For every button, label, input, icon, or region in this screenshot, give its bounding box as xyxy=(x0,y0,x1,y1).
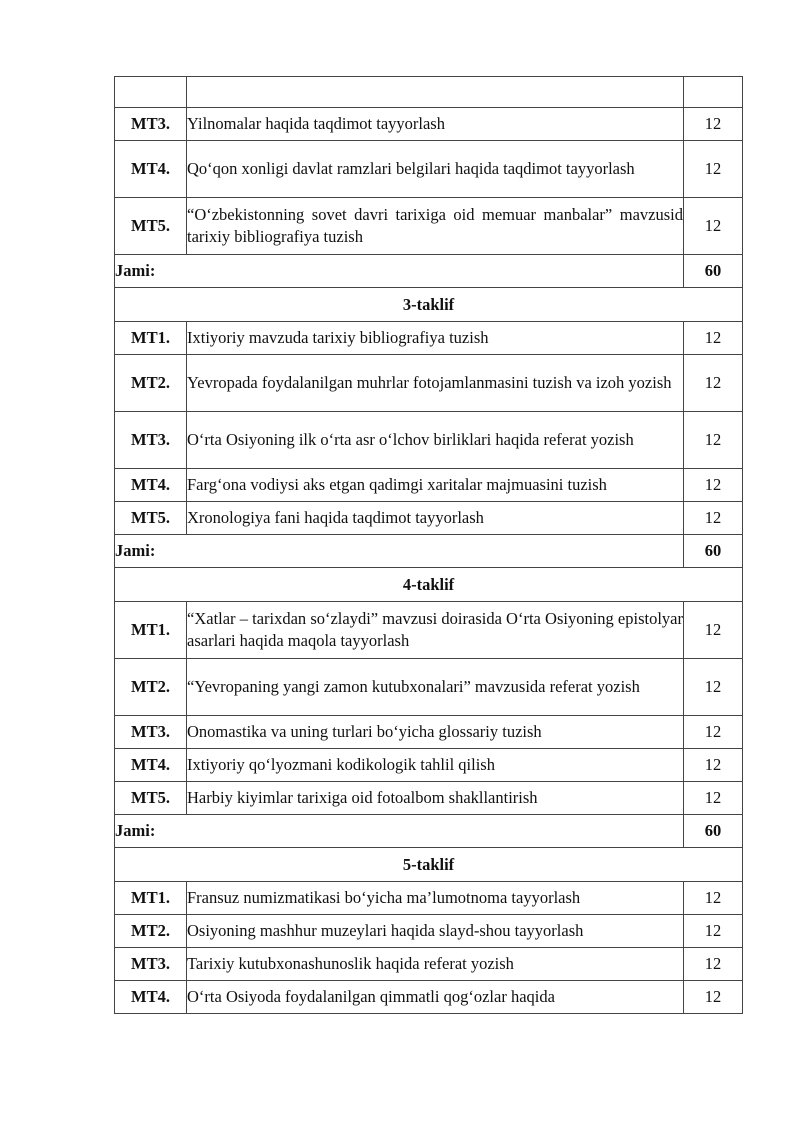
task-score: 12 xyxy=(684,198,743,255)
task-score: 12 xyxy=(684,915,743,948)
empty-cell xyxy=(187,77,684,108)
table-row xyxy=(115,749,743,782)
task-description: “Xatlar – tarixdan so‘zlaydi” mavzusi doirasida O‘rta Osiyoning epistolyar asarlari haqida maqola tayyorlash xyxy=(187,602,684,659)
task-code: MT4. xyxy=(115,469,187,502)
task-code: MT1. xyxy=(115,602,187,659)
task-code: MT1. xyxy=(115,322,187,355)
table-row xyxy=(115,915,743,948)
table-row xyxy=(115,355,743,412)
task-code: MT3. xyxy=(115,108,187,141)
table-row xyxy=(115,322,743,355)
total-row xyxy=(115,255,743,288)
table-row xyxy=(115,469,743,502)
task-score: 12 xyxy=(684,659,743,716)
task-description: Onomastika va uning turlari bo‘yicha glossariy tuzish xyxy=(187,716,684,749)
task-description: Fransuz numizmatikasi bo‘yicha ma’lumotnoma tayyorlash xyxy=(187,882,684,915)
table-row xyxy=(115,602,743,659)
task-score: 12 xyxy=(684,782,743,815)
task-score: 12 xyxy=(684,749,743,782)
table-row xyxy=(115,981,743,1014)
task-code: MT3. xyxy=(115,716,187,749)
task-score: 12 xyxy=(684,141,743,198)
task-score: 12 xyxy=(684,981,743,1014)
task-code: MT3. xyxy=(115,412,187,469)
table-row xyxy=(115,782,743,815)
table-row xyxy=(115,948,743,981)
task-code: MT5. xyxy=(115,502,187,535)
empty-cell xyxy=(684,77,743,108)
table-row xyxy=(115,659,743,716)
task-code: MT5. xyxy=(115,198,187,255)
total-value: 60 xyxy=(684,815,743,848)
task-score: 12 xyxy=(684,502,743,535)
task-description: Xronologiya fani haqida taqdimot tayyorlash xyxy=(187,502,684,535)
assignments-table xyxy=(114,76,743,1014)
task-description: Farg‘ona vodiysi aks etgan qadimgi xaritalar majmuasini tuzish xyxy=(187,469,684,502)
section-header-row xyxy=(115,568,743,602)
task-description: Ixtiyoriy qo‘lyozmani kodikologik tahlil qilish xyxy=(187,749,684,782)
task-description: O‘rta Osiyoning ilk o‘rta asr o‘lchov birliklari haqida referat yozish xyxy=(187,412,684,469)
task-score: 12 xyxy=(684,108,743,141)
table-row xyxy=(115,108,743,141)
task-code: MT4. xyxy=(115,749,187,782)
section-title: 4-taklif xyxy=(115,568,743,602)
task-description: Yevropada foydalanilgan muhrlar fotojamlanmasini tuzish va izoh yozish xyxy=(187,355,684,412)
table-row xyxy=(115,502,743,535)
task-score: 12 xyxy=(684,469,743,502)
task-code: MT2. xyxy=(115,659,187,716)
section-header-row xyxy=(115,848,743,882)
empty-cell xyxy=(115,77,187,108)
task-code: MT2. xyxy=(115,355,187,412)
task-score: 12 xyxy=(684,882,743,915)
empty-header-row xyxy=(115,77,743,108)
task-score: 12 xyxy=(684,355,743,412)
task-description: Osiyoning mashhur muzeylari haqida slayd-shou tayyorlash xyxy=(187,915,684,948)
task-description: O‘rta Osiyoda foydalanilgan qimmatli qog‘ozlar haqida xyxy=(187,981,684,1014)
task-description: Qo‘qon xonligi davlat ramzlari belgilari haqida taqdimot tayyorlash xyxy=(187,141,684,198)
task-description: “O‘zbekistonning sovet davri tarixiga oid memuar manbalar” mavzusid tarixiy bibliografiya tuzish xyxy=(187,198,684,255)
task-score: 12 xyxy=(684,948,743,981)
task-description: Ixtiyoriy mavzuda tarixiy bibliografiya tuzish xyxy=(187,322,684,355)
table-row xyxy=(115,882,743,915)
task-code: MT5. xyxy=(115,782,187,815)
total-label: Jami: xyxy=(115,255,684,288)
table-row xyxy=(115,716,743,749)
table-row xyxy=(115,412,743,469)
task-score: 12 xyxy=(684,716,743,749)
task-code: MT2. xyxy=(115,915,187,948)
task-description: “Yevropaning yangi zamon kutubxonalari” mavzusida referat yozish xyxy=(187,659,684,716)
task-code: MT4. xyxy=(115,981,187,1014)
task-description: Tarixiy kutubxonashunoslik haqida referat yozish xyxy=(187,948,684,981)
section-title: 3-taklif xyxy=(115,288,743,322)
table-row xyxy=(115,141,743,198)
task-score: 12 xyxy=(684,602,743,659)
total-value: 60 xyxy=(684,255,743,288)
section-header-row xyxy=(115,288,743,322)
total-row xyxy=(115,535,743,568)
total-row xyxy=(115,815,743,848)
task-description: Yilnomalar haqida taqdimot tayyorlash xyxy=(187,108,684,141)
total-value: 60 xyxy=(684,535,743,568)
total-label: Jami: xyxy=(115,815,684,848)
section-title: 5-taklif xyxy=(115,848,743,882)
task-code: MT4. xyxy=(115,141,187,198)
task-score: 12 xyxy=(684,412,743,469)
task-code: MT3. xyxy=(115,948,187,981)
task-code: MT1. xyxy=(115,882,187,915)
task-description: Harbiy kiyimlar tarixiga oid fotoalbom shakllantirish xyxy=(187,782,684,815)
total-label: Jami: xyxy=(115,535,684,568)
table-row xyxy=(115,198,743,255)
task-score: 12 xyxy=(684,322,743,355)
